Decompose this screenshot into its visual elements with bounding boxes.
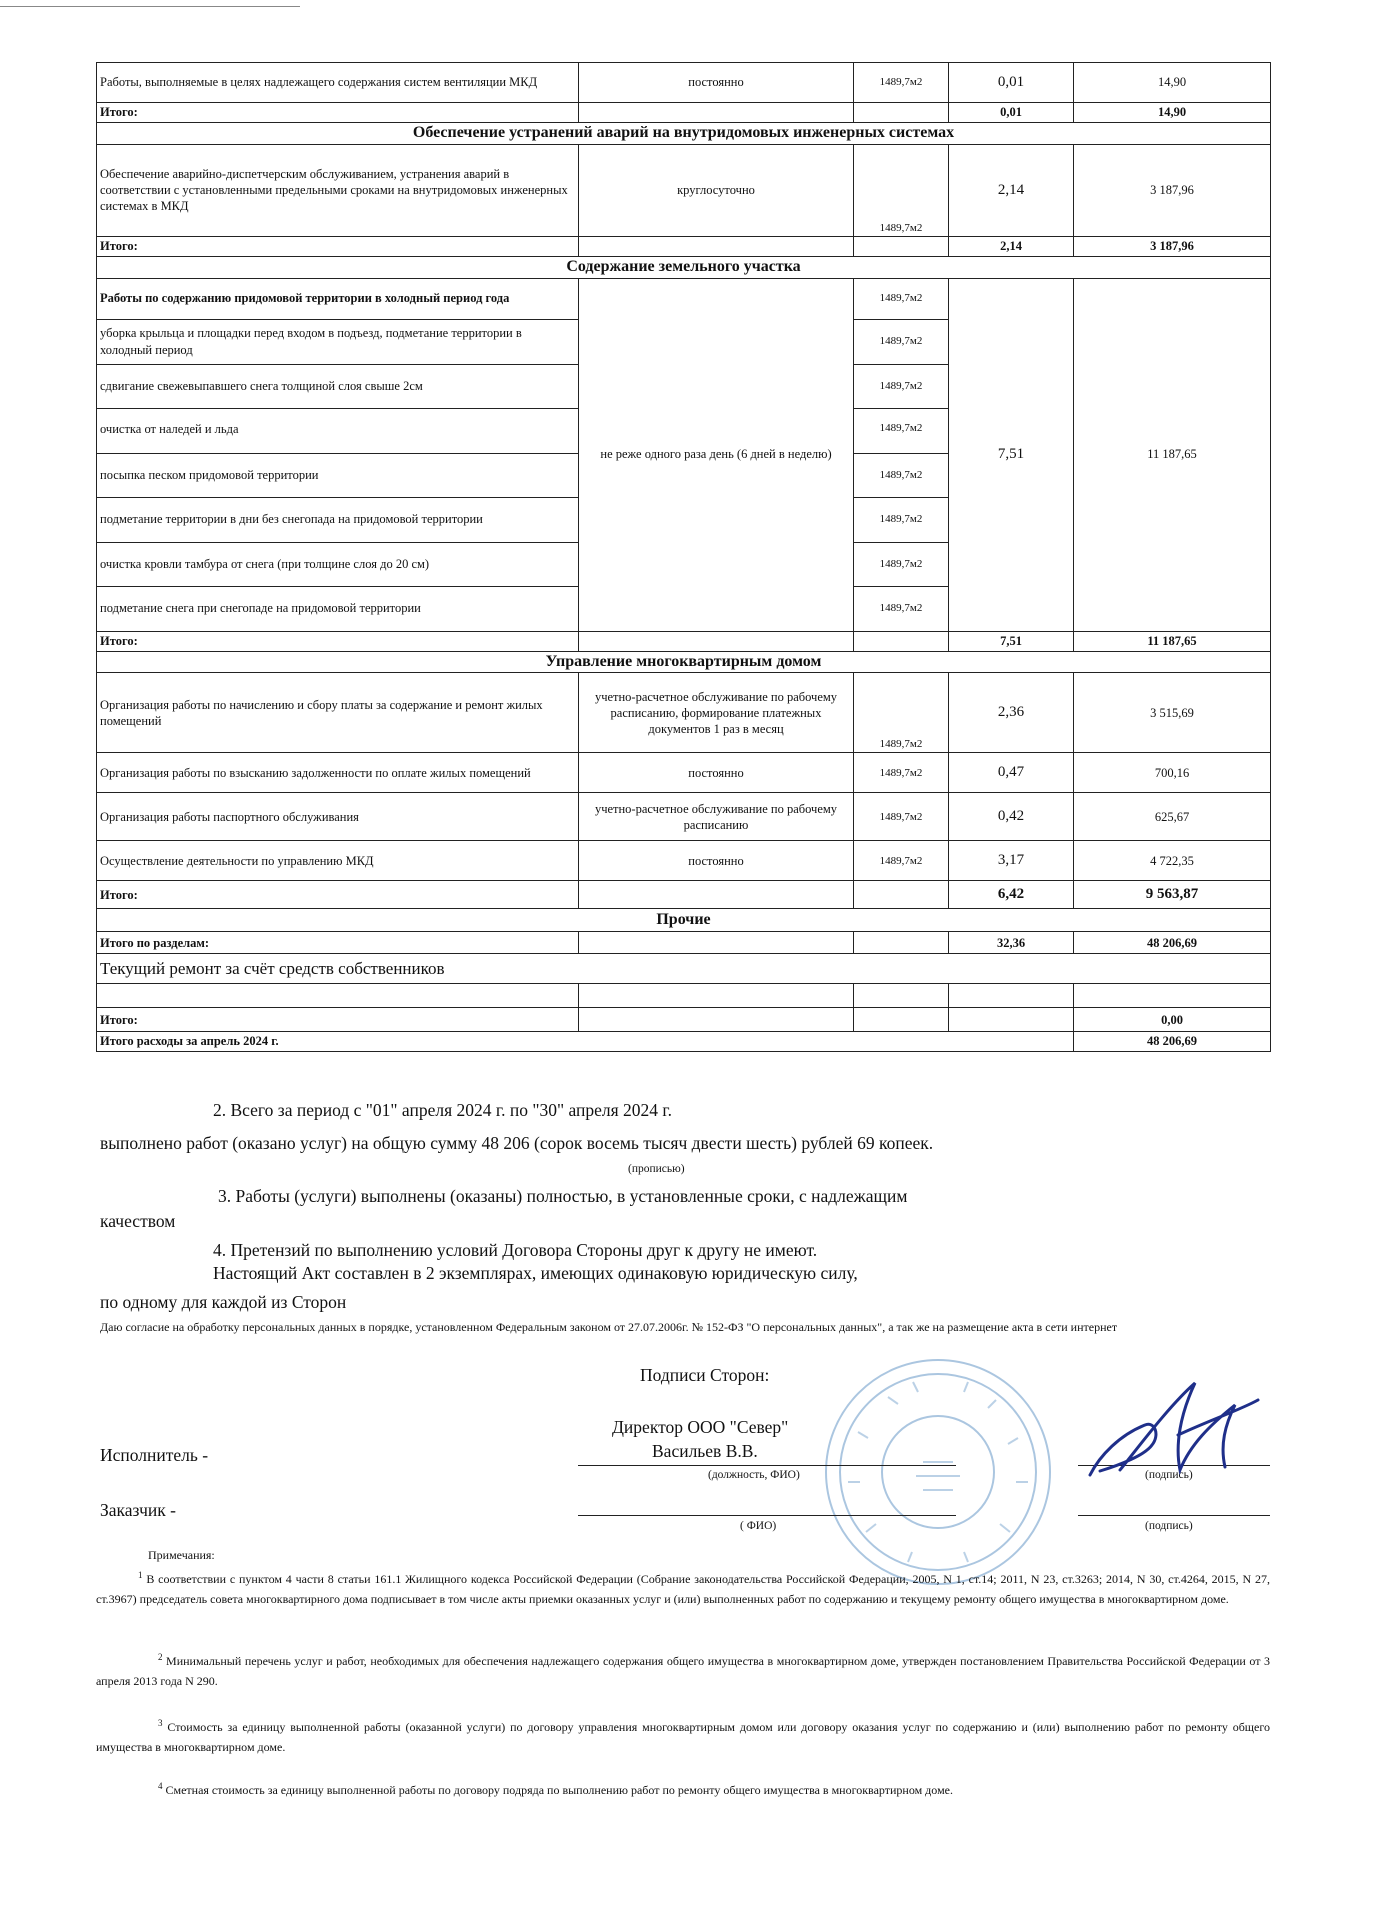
total-rate: 7,51 — [949, 631, 1074, 651]
service-name: Обеспечение аварийно-диспетчерским обслуживанием, устранения аварий в соответствии с установленными предельными сроками на внутридомовых инженерных системах в МКД — [97, 144, 579, 236]
service-sum: 4 722,35 — [1074, 841, 1271, 881]
service-rate: 3,17 — [949, 841, 1074, 881]
service-area: 1489,7м2 — [854, 63, 949, 103]
paragraph-2-sum: выполнено работ (оказано услуг) на общую сумму 48 206 (сорок восемь тысяч двести шесть) рублей 69 копеек. — [100, 1133, 934, 1153]
paragraph-5-cont: по одному для каждой из Сторон — [100, 1292, 347, 1312]
service-sum: 625,67 — [1074, 793, 1271, 841]
total-sum: 11 187,65 — [1074, 631, 1271, 651]
grand-total-row — [97, 1032, 1271, 1051]
paragraph-4: 4. Претензий по выполнению условий Договора Стороны друг к другу не имеют. — [213, 1240, 818, 1260]
table-row — [97, 841, 1271, 881]
service-rate: 0,42 — [949, 793, 1074, 841]
top-rule — [0, 6, 300, 7]
total-sum: 48 206,69 — [1074, 932, 1271, 954]
service-name: подметание территории в дни без снегопада на придомовой территории — [97, 497, 579, 542]
total-row — [97, 103, 1271, 123]
signature-caption-2: (подпись) — [1145, 1520, 1193, 1532]
service-name: Организация работы по начислению и сбору платы за содержание и ремонт жилых помещений — [97, 673, 579, 753]
service-sum: 3 187,96 — [1074, 144, 1271, 236]
services-table — [96, 62, 1271, 1052]
service-area: 1489,7м2 — [854, 408, 949, 453]
handwritten-signature — [1060, 1375, 1260, 1490]
footnote-3 — [96, 1716, 1270, 1758]
notes-title: Примечания: — [148, 1548, 215, 1562]
total-row — [97, 236, 1271, 256]
stamp-seal — [818, 1352, 1058, 1592]
total-label: Итого: — [97, 881, 579, 909]
service-area: 1489,7м2 — [854, 586, 949, 631]
footnote-3-number: 3 — [158, 1718, 163, 1728]
service-area: 1489,7м2 — [854, 753, 949, 793]
total-rate: 32,36 — [949, 932, 1074, 954]
table-row — [97, 144, 1271, 236]
service-name: сдвигание свежевыпавшего снега толщиной слоя свыше 2см — [97, 364, 579, 408]
service-area: 1489,7м2 — [854, 841, 949, 881]
total-rate: 6,42 — [949, 881, 1074, 909]
customer-label: Заказчик - — [100, 1500, 176, 1520]
position-fio-caption: (должность, ФИО) — [708, 1469, 800, 1481]
service-frequency: постоянно — [579, 841, 854, 881]
service-name: уборка крыльца и площадки перед входом в подъезд, подметание территории в холодный период — [97, 319, 579, 364]
total-row — [97, 932, 1271, 954]
paragraph-5: Настоящий Акт составлен в 2 экземплярах, имеющих одинаковую юридическую силу, — [213, 1263, 858, 1283]
service-area: 1489,7м2 — [854, 497, 949, 542]
words-caption: (прописью) — [628, 1163, 685, 1175]
paragraph-3: 3. Работы (услуги) выполнены (оказаны) полностью, в установленные сроки, с надлежащим — [218, 1186, 908, 1206]
service-area: 1489,7м2 — [854, 673, 949, 753]
service-sum: 700,16 — [1074, 753, 1271, 793]
section-header: Прочие — [97, 909, 1271, 932]
footnote-2 — [96, 1650, 1270, 1692]
total-row — [97, 1008, 1271, 1032]
executor-fio-line — [578, 1465, 956, 1466]
service-frequency: учетно-расчетное обслуживание по рабочему расписанию, формирование платежных документов 1 раз в месяц — [579, 673, 854, 753]
total-row — [97, 881, 1271, 909]
service-area: 1489,7м2 — [854, 364, 949, 408]
service-rate: 0,01 — [949, 63, 1074, 103]
service-frequency: учетно-расчетное обслуживание по рабочему расписанию — [579, 793, 854, 841]
service-name: очистка кровли тамбура от снега (при толщине слоя до 20 см) — [97, 542, 579, 586]
total-label: Итого: — [97, 631, 579, 651]
total-label: Итого по разделам: — [97, 932, 579, 954]
service-name: Организация работы паспортного обслуживания — [97, 793, 579, 841]
total-label: Итого: — [97, 1008, 579, 1032]
executor-label: Исполнитель - — [100, 1445, 209, 1465]
service-area: 1489,7м2 — [854, 542, 949, 586]
footnote-1-number: 1 — [138, 1570, 143, 1580]
service-area: 1489,7м2 — [854, 144, 949, 236]
service-sum: 3 515,69 — [1074, 673, 1271, 753]
director-position: Директор ООО "Север" — [612, 1417, 789, 1437]
table-row — [97, 793, 1271, 841]
service-area: 1489,7м2 — [854, 793, 949, 841]
total-rate: 0,01 — [949, 103, 1074, 123]
table-row — [97, 63, 1271, 103]
service-name: Осуществление деятельности по управлению МКД — [97, 841, 579, 881]
repair-label: Текущий ремонт за счёт средств собственников — [97, 954, 1271, 984]
total-sum: 0,00 — [1074, 1008, 1271, 1032]
total-rate: 2,14 — [949, 236, 1074, 256]
service-area: 1489,7м2 — [854, 319, 949, 364]
footnote-1-text: В соответствии с пунктом 4 части 8 статьи 161.1 Жилищного кодекса Российской Федерации (Собрание законодательства Российской Федерации, 2005, N 1, ст.14; 2011, N 23, ст.3263; 2014, N 30, ст.4264, 2015, N 27, ст.3967) председатель совета многоквартирного дома подписывает в том числе акты приемки оказанных услуг и (или) выполненных работ по содержанию и текущему ремонту общего имущества в многоквартирном доме. — [96, 1572, 1271, 1606]
footnote-4-number: 4 — [158, 1781, 163, 1791]
service-frequency: не реже одного раза день (6 дней в неделю) — [579, 278, 854, 631]
section-header: Управление многоквартирным домом — [97, 651, 1271, 673]
total-label: Итого: — [97, 103, 579, 123]
service-name: подметание снега при снегопаде на придомовой территории — [97, 586, 579, 631]
service-rate: 2,36 — [949, 673, 1074, 753]
service-frequency: постоянно — [579, 63, 854, 103]
footnote-4-text: Сметная стоимость за единицу выполненной работы по договору подряда по выполнению работ по ремонту общего имущества в многоквартирном доме. — [165, 1783, 953, 1797]
table-row — [97, 278, 1271, 319]
total-label: Итого: — [97, 236, 579, 256]
customer-signature-line — [1078, 1515, 1270, 1516]
signatures-title: Подписи Сторон: — [640, 1365, 770, 1385]
total-sum: 3 187,96 — [1074, 236, 1271, 256]
service-name: Работы, выполняемые в целях надлежащего содержания систем вентиляции МКД — [97, 63, 579, 103]
service-name: Работы по содержанию придомовой территории в холодный период года — [97, 278, 579, 319]
service-area: 1489,7м2 — [854, 278, 949, 319]
service-frequency: круглосуточно — [579, 144, 854, 236]
service-name: Организация работы по взысканию задолженности по оплате жилых помещений — [97, 753, 579, 793]
total-sum: 9 563,87 — [1074, 881, 1271, 909]
service-sum: 14,90 — [1074, 63, 1271, 103]
service-sum: 11 187,65 — [1074, 278, 1271, 631]
paragraph-2: 2. Всего за период с "01" апреля 2024 г. по "30" апреля 2024 г. — [213, 1100, 673, 1120]
director-name: Васильев В.В. — [652, 1441, 758, 1461]
service-name: посыпка песком придомовой территории — [97, 453, 579, 497]
footnote-4 — [96, 1779, 1270, 1801]
paragraph-3-cont: качеством — [100, 1211, 176, 1231]
grand-total-label: Итого расходы за апрель 2024 г. — [97, 1032, 1074, 1051]
total-sum: 14,90 — [1074, 103, 1271, 123]
footnote-3-text: Стоимость за единицу выполненной работы (оказанной услуги) по договору управления многоквартирным домом или договору оказания услуг по содержанию и (или) выполнению работ по ремонту общего имущества в многоквартирном доме. — [96, 1720, 1270, 1754]
customer-fio-line — [578, 1515, 956, 1516]
table-row — [97, 984, 1271, 1008]
total-row — [97, 631, 1271, 651]
service-rate: 2,14 — [949, 144, 1074, 236]
service-name: очистка от наледей и льда — [97, 408, 579, 453]
table-row — [97, 673, 1271, 753]
fio-caption: ( ФИО) — [740, 1520, 777, 1532]
service-rate: 0,47 — [949, 753, 1074, 793]
footnote-2-text: Минимальный перечень услуг и работ, необходимых для обеспечения надлежащего содержания общего имущества в многоквартирном доме, утвержден постановлением Правительства Российской Федерации от 3 апреля 2013 года N 290. — [96, 1654, 1271, 1688]
footnote-1 — [96, 1568, 1270, 1610]
consent-text: Даю согласие на обработку персональных данных в порядке, установленном Федеральным законом от 27.07.2006г. № 152-ФЗ "О персональных данных", а так же на размещение акта в сети интернет — [100, 1320, 1118, 1334]
table-row — [97, 753, 1271, 793]
footnote-2-number: 2 — [158, 1652, 163, 1662]
section-header: Обеспечение устранений аварий на внутридомовых инженерных системах — [97, 123, 1271, 145]
service-rate: 7,51 — [949, 278, 1074, 631]
grand-total-sum: 48 206,69 — [1074, 1032, 1271, 1051]
section-header: Содержание земельного участка — [97, 256, 1271, 278]
service-frequency: постоянно — [579, 753, 854, 793]
service-area: 1489,7м2 — [854, 453, 949, 497]
table-row — [97, 954, 1271, 984]
signature-caption: (подпись) — [1145, 1469, 1193, 1481]
